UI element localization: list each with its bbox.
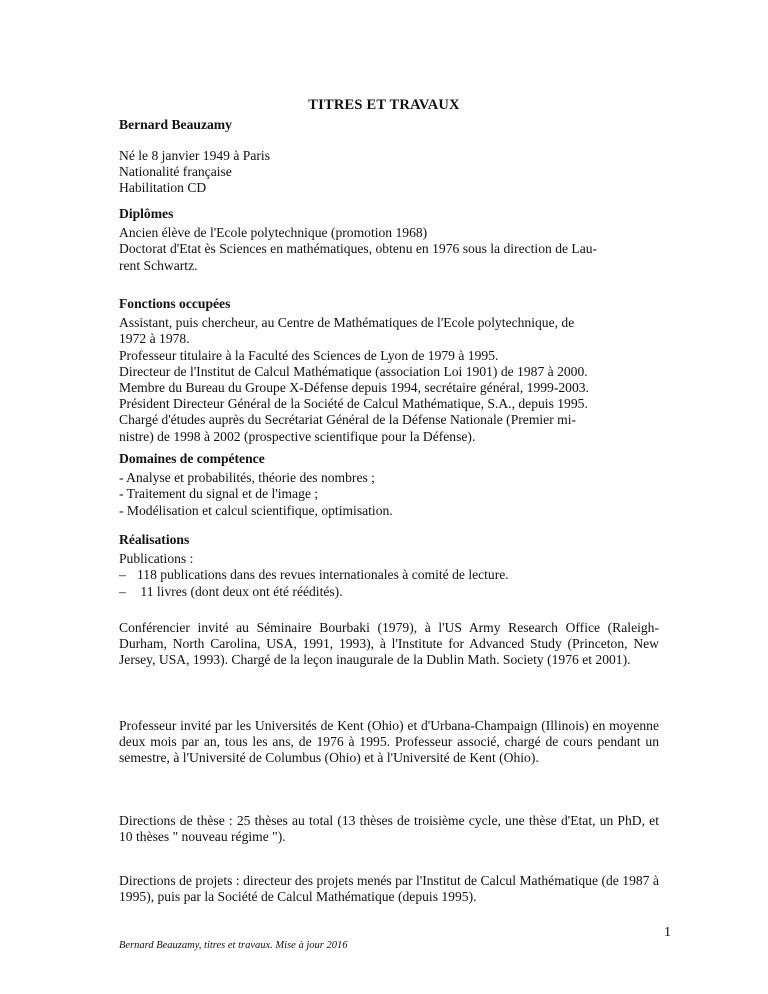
text-line: Chargé d'études auprès du Secrétariat Général de la Défense Nationale (Premier mi- xyxy=(119,412,577,428)
list-item: - Modélisation et calcul scientifique, optimisation. xyxy=(119,502,393,518)
page-footer: Bernard Beauzamy, titres et travaux. Mise à jour 2016 xyxy=(119,940,348,951)
page-number: 1 xyxy=(664,925,671,940)
paragraph-projets xyxy=(119,873,659,905)
section-diplomes xyxy=(119,206,659,274)
document-title: TITRES ET TRAVAUX xyxy=(308,97,460,113)
list-item xyxy=(119,567,659,583)
section-heading: Fonctions occupées xyxy=(119,296,231,311)
dash-marker: – xyxy=(119,583,126,599)
habilitation-line: Habilitation CD xyxy=(119,180,207,196)
author-block xyxy=(119,117,659,133)
list-item: - Analyse et probabilités, théorie des nombres ; xyxy=(119,470,375,486)
text-line: Directeur de l'Institut de Calcul Mathématique (association Loi 1901) de 1987 à 2000. xyxy=(119,363,588,379)
personal-info xyxy=(119,148,659,197)
paragraph-conferencier xyxy=(119,620,659,669)
paragraph: Directions de thèse : 25 thèses au total (13 thèses de troisième cycle, une thèse d'Etat, un PhD, et 10 thèses " nouveau régime "). xyxy=(119,813,659,845)
text-line: nistre) de 1998 à 2002 (prospective scientifique pour la Défense). xyxy=(119,428,476,444)
text-line: Assistant, puis chercheur, au Centre de Mathématiques de l'Ecole polytechnique, de xyxy=(119,315,575,331)
text-line: Président Directeur Général de la Société de Calcul Mathématique, S.A., depuis 1995. xyxy=(119,396,588,412)
paragraph: Directions de projets : directeur des projets menés par l'Institut de Calcul Mathématique (de 1987 à 1995), puis par la Société de Calcul Mathématique (depuis 1995). xyxy=(119,873,659,905)
paragraph: Professeur invité par les Universités de Kent (Ohio) et d'Urbana-Champaign (Illinois) en moyenne deux mois par an, tous les ans, de 1976 à 1995. Professeur associé, chargé de cours pendant un semestre, à l'Université de Columbus (Ohio) et à l'Université de Kent (Ohio). xyxy=(119,718,659,766)
text-line: Ancien élève de l'Ecole polytechnique (promotion 1968) xyxy=(119,225,428,241)
text-line: Membre du Bureau du Groupe X-Défense depuis 1994, secrétaire général, 1999-2003. xyxy=(119,380,589,396)
list-item xyxy=(119,584,659,600)
text-line: rent Schwartz. xyxy=(119,257,198,273)
list-item-text: 118 publications dans des revues internationales à comité de lecture. xyxy=(137,567,509,583)
text-line: Professeur titulaire à la Faculté des Sciences de Lyon de 1979 à 1995. xyxy=(119,347,499,363)
author-name: Bernard Beauzamy xyxy=(119,117,232,132)
birth-line: Né le 8 janvier 1949 à Paris xyxy=(119,148,270,163)
section-heading: Domaines de compétence xyxy=(119,451,265,466)
text-line: 1972 à 1978. xyxy=(119,331,190,347)
paragraph-theses xyxy=(119,813,659,845)
paragraph: Conférencier invité au Séminaire Bourbaki (1979), à l'US Army Research Office (Raleigh-Durham, North Carolina, USA, 1991, 1993), à l'Institute for Advanced Study (Princeton, New Jersey, USA, 1993). Chargé de la leçon inaugurale de la Dublin Math. Society (1976 et 2001). xyxy=(119,620,659,668)
section-fonctions xyxy=(119,296,659,445)
section-heading: Réalisations xyxy=(119,532,190,547)
publications-label: Publications : xyxy=(119,551,194,567)
list-item-text: 11 livres (dont deux ont été réédités). xyxy=(137,583,343,599)
list-item: - Traitement du signal et de l'image ; xyxy=(119,486,319,502)
text-line: Doctorat d'Etat ès Sciences en mathématiques, obtenu en 1976 sous la direction de Lau- xyxy=(119,241,598,257)
dash-marker: – xyxy=(119,567,126,583)
section-heading: Diplômes xyxy=(119,206,174,221)
paragraph-professeur-invite xyxy=(119,718,659,767)
section-realisations xyxy=(119,532,659,600)
nationality-line: Nationalité française xyxy=(119,164,232,180)
section-domaines xyxy=(119,451,659,519)
